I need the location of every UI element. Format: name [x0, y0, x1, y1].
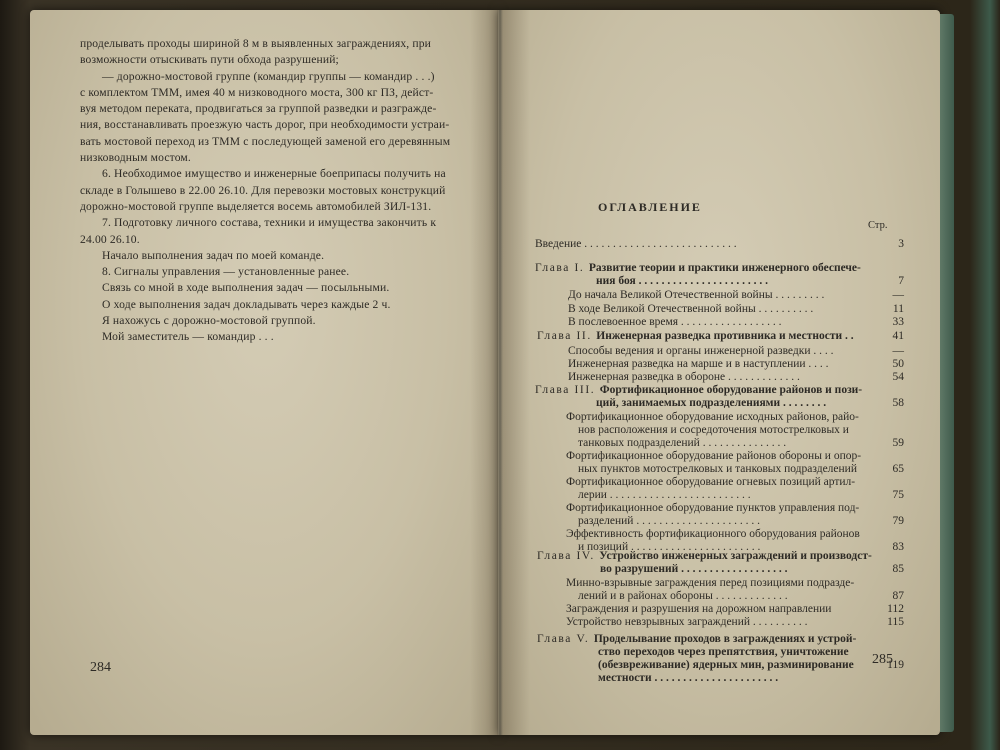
toc-page-number: —	[892, 345, 904, 357]
toc-page-number: —	[892, 289, 904, 301]
toc-page-number: 85	[892, 563, 904, 575]
toc-entry-text: Фортификационное оборудование исходных районов, райо-	[566, 411, 859, 423]
toc-page-number: 83	[892, 541, 904, 553]
toc-page-number: 3	[898, 238, 904, 250]
toc-page-number: 41	[892, 330, 904, 342]
text-line: Мой заместитель — командир . . .	[102, 330, 274, 344]
toc-entry-text: Фортификационное оборудование районов обороны и опор-	[566, 450, 862, 462]
toc-entry	[535, 238, 737, 251]
toc-chapter-heading	[535, 262, 861, 275]
toc-chapter-title: Развитие теории и практики инженерного обеспече-	[588, 262, 861, 274]
toc-entry	[568, 316, 782, 329]
toc-entry	[568, 289, 824, 302]
toc-page-number: 59	[892, 437, 904, 449]
toc-entry-text: В послевоенное время . . . . . . . . . . . . . . . . . .	[568, 316, 782, 328]
toc-page-number: 11	[892, 303, 904, 315]
toc-chapter-heading	[535, 384, 862, 397]
toc-entry-text: ных пунктов мотострелковых и танковых подразделений	[578, 463, 857, 475]
toc-page-number: 79	[892, 515, 904, 527]
text-line: 24.00 26.10.	[80, 232, 140, 246]
text-line: низководным мостом.	[80, 151, 191, 165]
text-line: 6. Необходимое имущество и инженерные боеприпасы получить на	[102, 167, 446, 181]
toc-chapter-title: Фортификационное оборудование районов и пози-	[599, 384, 863, 396]
toc-chapter-title: Проделывание проходов в заграждениях и устрой-	[593, 633, 857, 645]
toc-entry-text: (обезвреживание) ядерных мин, разминирование	[598, 659, 854, 671]
toc-entry-text: Минно-взрывные заграждения перед позициями подразде-	[566, 577, 855, 589]
toc-entry	[568, 358, 829, 371]
toc-entry	[566, 528, 860, 541]
text-line: Я нахожусь с дорожно-мостовой группой.	[102, 314, 316, 328]
toc-entry	[596, 397, 826, 410]
toc-page-number: 33	[892, 316, 904, 328]
toc-entry-text: ния боя . . . . . . . . . . . . . . . . . . . . . . .	[596, 275, 768, 287]
toc-entry-text: Эффективность фортификационного оборудования районов	[566, 528, 860, 540]
text-line: вать мостовой переход из ТММ с последующей заменой его деревянным	[80, 134, 451, 148]
toc-entry-text: танковых подразделений . . . . . . . . . . . . . . .	[578, 437, 787, 449]
text-line: вуя методом переката, продвигаться за группой разведки и разгражде-	[80, 102, 437, 116]
toc-chapter-heading	[537, 330, 854, 343]
toc-entry-text: Заграждения и разрушения на дорожном направлении	[566, 603, 832, 615]
text-line: О ходе выполнения задач докладывать через каждые 2 ч.	[102, 297, 391, 311]
toc-page-number: 7	[898, 275, 904, 287]
toc-entry	[566, 476, 855, 489]
toc-page-number: 112	[887, 603, 904, 615]
toc-chapter-label: Глава V.	[537, 633, 594, 645]
toc-entry-text: и позиций . . . . . . . . . . . . . . . . . . . . . . .	[578, 541, 761, 553]
text-line: проделывать проходы шириной 8 м в выявленных заграждениях, при	[80, 37, 432, 50]
toc-title: ОГЛАВЛЕНИЕ	[598, 200, 702, 214]
toc-entry-text: местности . . . . . . . . . . . . . . . . . . . . . .	[598, 672, 779, 684]
toc-entry	[566, 616, 808, 629]
toc-entry-text: ций, занимаемых подразделениями . . . . . . . .	[596, 397, 827, 409]
toc-entry	[578, 590, 788, 603]
toc-entry	[596, 275, 768, 288]
text-line: Связь со мной в ходе выполнения задач — посыльными.	[102, 281, 390, 295]
toc-entry-text: лений и в районах обороны . . . . . . . . . . . . .	[578, 590, 788, 602]
toc-entry-text: До начала Великой Отечественной войны . . . . . . . . .	[568, 289, 825, 301]
toc-entry	[578, 515, 760, 528]
toc-entry	[598, 646, 849, 659]
toc-entry	[566, 603, 831, 616]
toc-entry	[578, 489, 751, 502]
text-line: — дорожно-мостовой группе (командир группы — командир . . .)	[102, 69, 435, 83]
text-line: с комплектом ТММ, имея 40 м низководного моста, 300 кг ПЗ, дейст-	[80, 85, 434, 99]
toc-entry-text: ство переходов через препятствия, уничтожение	[598, 646, 849, 658]
toc-chapter-heading	[537, 633, 856, 646]
toc-page-number: 65	[892, 463, 904, 475]
toc-page-number: 87	[892, 590, 904, 602]
toc-entry	[598, 659, 854, 672]
text-line: дорожно-мостовой группе выделяется восемь автомобилей ЗИЛ-131.	[80, 199, 432, 213]
toc-entry	[566, 450, 861, 463]
toc-page-number: 54	[892, 371, 904, 383]
text-line: ния, восстанавливать проезжую часть дорог, при необходимости устраи-	[80, 118, 450, 132]
toc-entry-text: лерии . . . . . . . . . . . . . . . . . . . . . . . . .	[578, 489, 751, 501]
text-line: 7. Подготовку личного состава, техники и имущества закончить к	[102, 216, 437, 230]
toc-page-number: 119	[887, 659, 904, 671]
book-spine-gutter	[470, 10, 530, 735]
toc-entry	[578, 424, 849, 437]
toc-entry	[578, 437, 786, 450]
toc-chapter-label: Глава IV.	[537, 550, 600, 562]
text-line: 8. Сигналы управления — установленные ранее.	[102, 265, 350, 279]
left-page-number: 284	[90, 660, 111, 675]
toc-page-number: 50	[892, 358, 904, 370]
toc-entry	[600, 563, 787, 576]
toc-chapter-label: Глава III.	[535, 384, 600, 396]
toc-entry	[598, 672, 778, 685]
toc-page-number: 115	[887, 616, 904, 628]
toc-entry-text: Фортификационное оборудование огневых позиций артил-	[566, 476, 856, 488]
toc-entry-text: В ходе Великой Отечественной войны . . . . . . . . . .	[568, 303, 814, 315]
toc-entry	[568, 345, 833, 358]
toc-chapter-title: Инженерная разведка противника и местности . .	[596, 330, 854, 342]
toc-entry-text: разделений . . . . . . . . . . . . . . . . . . . . . .	[578, 515, 760, 527]
text-line: складе в Голышево в 22.00 26.10. Для перевозки мостовых конструкций	[80, 183, 446, 197]
toc-entry-text: Инженерная разведка на марше и в наступлении . . . .	[568, 358, 829, 370]
page-column-label: Стр.	[868, 220, 888, 231]
toc-entry	[568, 371, 800, 384]
toc-entry	[566, 502, 859, 515]
toc-chapter-heading	[537, 550, 872, 563]
toc-entry	[566, 577, 854, 590]
toc-entry-text: нов расположения и сосредоточения мотострелковых и	[578, 424, 849, 436]
toc-entry-text: Введение . . . . . . . . . . . . . . . . . . . . . . . . . . .	[535, 238, 737, 250]
toc-chapter-label: Глава II.	[537, 330, 597, 342]
toc-entry	[568, 303, 813, 316]
text-line: Начало выполнения задач по моей команде.	[102, 248, 325, 262]
toc-entry-text: Фортификационное оборудование пунктов управления под-	[566, 502, 860, 514]
right-page-number: 285	[872, 652, 893, 667]
toc-entry-text: во разрушений . . . . . . . . . . . . . . . . . . .	[600, 563, 788, 575]
book-cover-edge	[940, 14, 954, 732]
text-line: возможности отыскивать пути обхода разрушений;	[80, 53, 339, 67]
toc-entry	[578, 463, 857, 476]
toc-chapter-label: Глава I.	[535, 262, 589, 274]
toc-entry-text: Способы ведения и органы инженерной разведки . . . .	[568, 345, 834, 357]
toc-chapter-title: Устройство инженерных заграждений и производст-	[599, 550, 872, 562]
toc-page-number: 75	[892, 489, 904, 501]
toc-entry-text: Инженерная разведка в обороне . . . . . . . . . . . . .	[568, 371, 800, 383]
toc-entry-text: Устройство невзрывных заграждений . . . . . . . . . .	[566, 616, 808, 628]
toc-entry	[566, 411, 859, 424]
toc-page-number: 58	[892, 397, 904, 409]
left-page-text	[80, 36, 465, 346]
